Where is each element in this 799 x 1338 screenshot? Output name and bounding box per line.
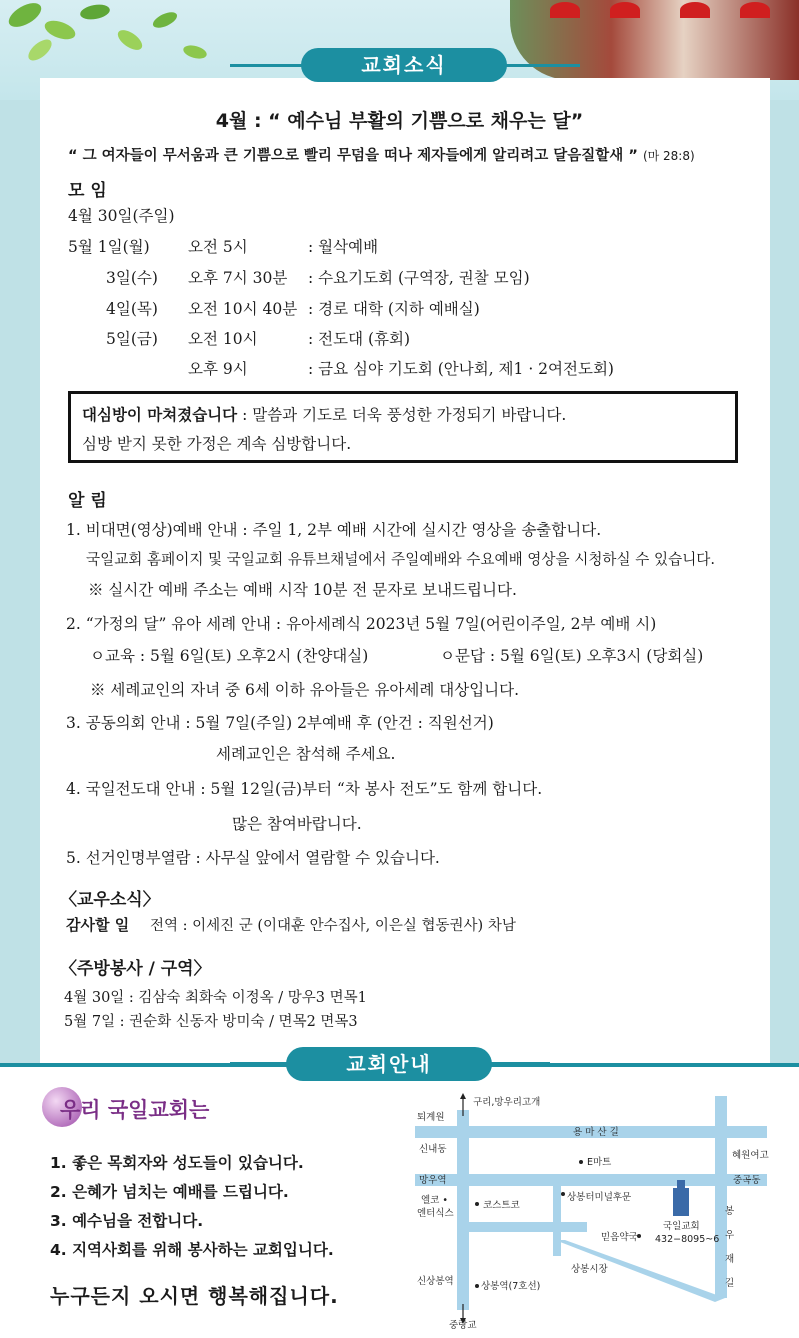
map-label: 엘코 • (421, 1195, 448, 1206)
notice-line: 5. 선거인명부열람 : 사무실 앞에서 열람할 수 있습니다. (66, 849, 440, 867)
map-label: 상봉시장 (571, 1264, 608, 1275)
meeting-time: 오후 9시 (188, 360, 248, 378)
section-pill-church-guide: 교회안내 (286, 1047, 492, 1081)
notice-line: ※ 세례교인의 자녀 중 6세 이하 유아들은 유아세례 대상입니다. (90, 681, 520, 699)
notices-title: 알 림 (68, 491, 107, 511)
map-label: 퇴계원 (417, 1112, 445, 1123)
meeting-date: 3일(수) (106, 269, 158, 287)
notice-line: 많은 참여바랍니다. (232, 815, 362, 833)
map-label: 엔터식스 (417, 1208, 454, 1219)
church-intro-item: 4. 지역사회를 위해 봉사하는 교회입니다. (50, 1241, 334, 1259)
visit-notice-line2: 심방 받지 못한 가정은 계속 심방합니다. (82, 435, 352, 453)
map-road-left (457, 1110, 469, 1310)
map-label: 우 (725, 1230, 735, 1241)
meeting-desc: : 월삭예배 (308, 238, 379, 256)
notice-line: 국일교회 홈페이지 및 국일교회 유튜브채널에서 주일예배와 수요예배 영상을 시청하실 수 있습니다. (86, 551, 716, 568)
map-label: 중곡동 (733, 1175, 761, 1186)
bible-verse: “ 그 여자들이 무서움과 큰 기쁨으로 빨리 무덤을 떠나 제자들에게 알리려고 달음질할새 ” (마 28:8) (68, 148, 695, 164)
meeting-desc: : 수요기도회 (구역장, 권찰 모임) (308, 269, 530, 287)
map-label: 재 (725, 1254, 735, 1265)
map-label: 신내동 (419, 1144, 447, 1155)
map-label: 상봉역(7호선) (481, 1281, 541, 1292)
map-label: 국일교회 (663, 1221, 700, 1232)
church-intro-item: 2. 은혜가 넘치는 예배를 드립니다. (50, 1183, 289, 1201)
church-intro-item: 1. 좋은 목회자와 성도들이 있습니다. (50, 1154, 304, 1172)
notice-line: 3. 공동의회 안내 : 5월 7일(주일) 2부예배 후 (안건 : 직원선거) (66, 714, 494, 732)
meeting-date-first: 4월 30일(주일) (68, 207, 175, 225)
meeting-time: 오전 5시 (188, 238, 248, 256)
map-label: 봉 (725, 1206, 735, 1217)
map-road-vertical (553, 1186, 561, 1256)
section-pill-church-news: 교회소식 (301, 48, 507, 82)
members-title: 〈교우소식〉 (60, 890, 160, 910)
meetings-title: 모 임 (68, 181, 107, 201)
carolers-photo (510, 0, 799, 80)
notice-line: 4. 국일전도대 안내 : 5월 12일(금)부터 “차 봉사 전도”도 함께 합니다. (66, 780, 543, 798)
map-label: 길 (725, 1278, 735, 1289)
meeting-time: 오후 7시 30분 (188, 269, 288, 287)
members-text: 전역 : 이세진 군 (이대훈 안수집사, 이은실 협동권사) 차남 (150, 918, 516, 934)
location-map (415, 1090, 795, 1330)
meeting-date: 4일(목) (106, 300, 158, 318)
church-intro-title: 우리 국일교회는 (60, 1098, 210, 1122)
notice-line: 2. “가정의 달” 유아 세례 안내 : 유아세례식 2023년 5월 7일(어린이주일, 2부 예배 시) (66, 615, 657, 633)
map-road-middle (457, 1222, 587, 1232)
meeting-date: 5일(금) (106, 330, 158, 348)
map-road-mangu (415, 1174, 767, 1186)
church-intro-item: 3. 예수님을 전합니다. (50, 1212, 204, 1230)
leaves-decoration (0, 0, 230, 70)
meeting-desc: : 경로 대학 (지하 예배실) (308, 300, 480, 318)
meeting-desc: : 금요 심야 기도회 (안나회, 제1 · 2여전도회) (308, 360, 614, 378)
map-label: 믿음약국 (601, 1232, 638, 1243)
map-label: 용 마 산 길 (573, 1127, 619, 1138)
page-title: 4월 : “ 예수님 부활의 기쁨으로 채우는 달” (215, 110, 584, 132)
notice-line: ㅇ문답 : 5월 6일(토) 오후3시 (당회실) (440, 647, 704, 665)
visit-notice-line1: 대심방이 마쳐졌습니다 : 말씀과 기도로 더욱 풍성한 가정되기 바랍니다. (82, 406, 567, 424)
kitchen-title: 〈주방봉사 / 구역〉 (60, 959, 211, 979)
church-building-icon (673, 1188, 689, 1216)
meeting-time: 오전 10시 (188, 330, 258, 348)
meeting-date: 5월 1일(월) (68, 238, 150, 256)
map-label: 코스트코 (483, 1200, 520, 1211)
map-label: 혜원여고 (732, 1150, 769, 1161)
map-label: 상봉터미널후문 (567, 1192, 632, 1203)
map-label: 망우역 (419, 1175, 447, 1186)
map-label: 신상봉역 (417, 1276, 454, 1287)
kitchen-line: 5월 7일 : 권순화 신동자 방미숙 / 면목2 면목3 (64, 1014, 358, 1030)
map-label: 중랑교 (449, 1320, 477, 1330)
map-label: E마트 (587, 1157, 612, 1168)
map-label: 432−8095~6 (655, 1234, 720, 1245)
meeting-desc: : 전도대 (휴회) (308, 330, 411, 348)
meeting-time: 오전 10시 40분 (188, 300, 298, 318)
map-label: 구리,망우리고개 (473, 1097, 541, 1108)
notice-line: 세례교인은 참석해 주세요. (216, 745, 396, 763)
map-road-bongujae (715, 1096, 727, 1298)
notice-line: ㅇ교육 : 5월 6일(토) 오후2시 (찬양대실) (90, 647, 369, 665)
kitchen-line: 4월 30일 : 김삼숙 최화숙 이정옥 / 망우3 면목1 (64, 990, 367, 1006)
church-slogan: 누구든지 오시면 행복해집니다. (50, 1284, 339, 1308)
notice-line: ※ 실시간 예배 주소는 예배 시작 10분 전 문자로 보내드립니다. (88, 581, 517, 599)
notice-line: 1. 비대면(영상)예배 안내 : 주일 1, 2부 예배 시간에 실시간 영상을 송출합니다. (66, 521, 602, 539)
members-label: 감사할 일 (66, 916, 130, 934)
